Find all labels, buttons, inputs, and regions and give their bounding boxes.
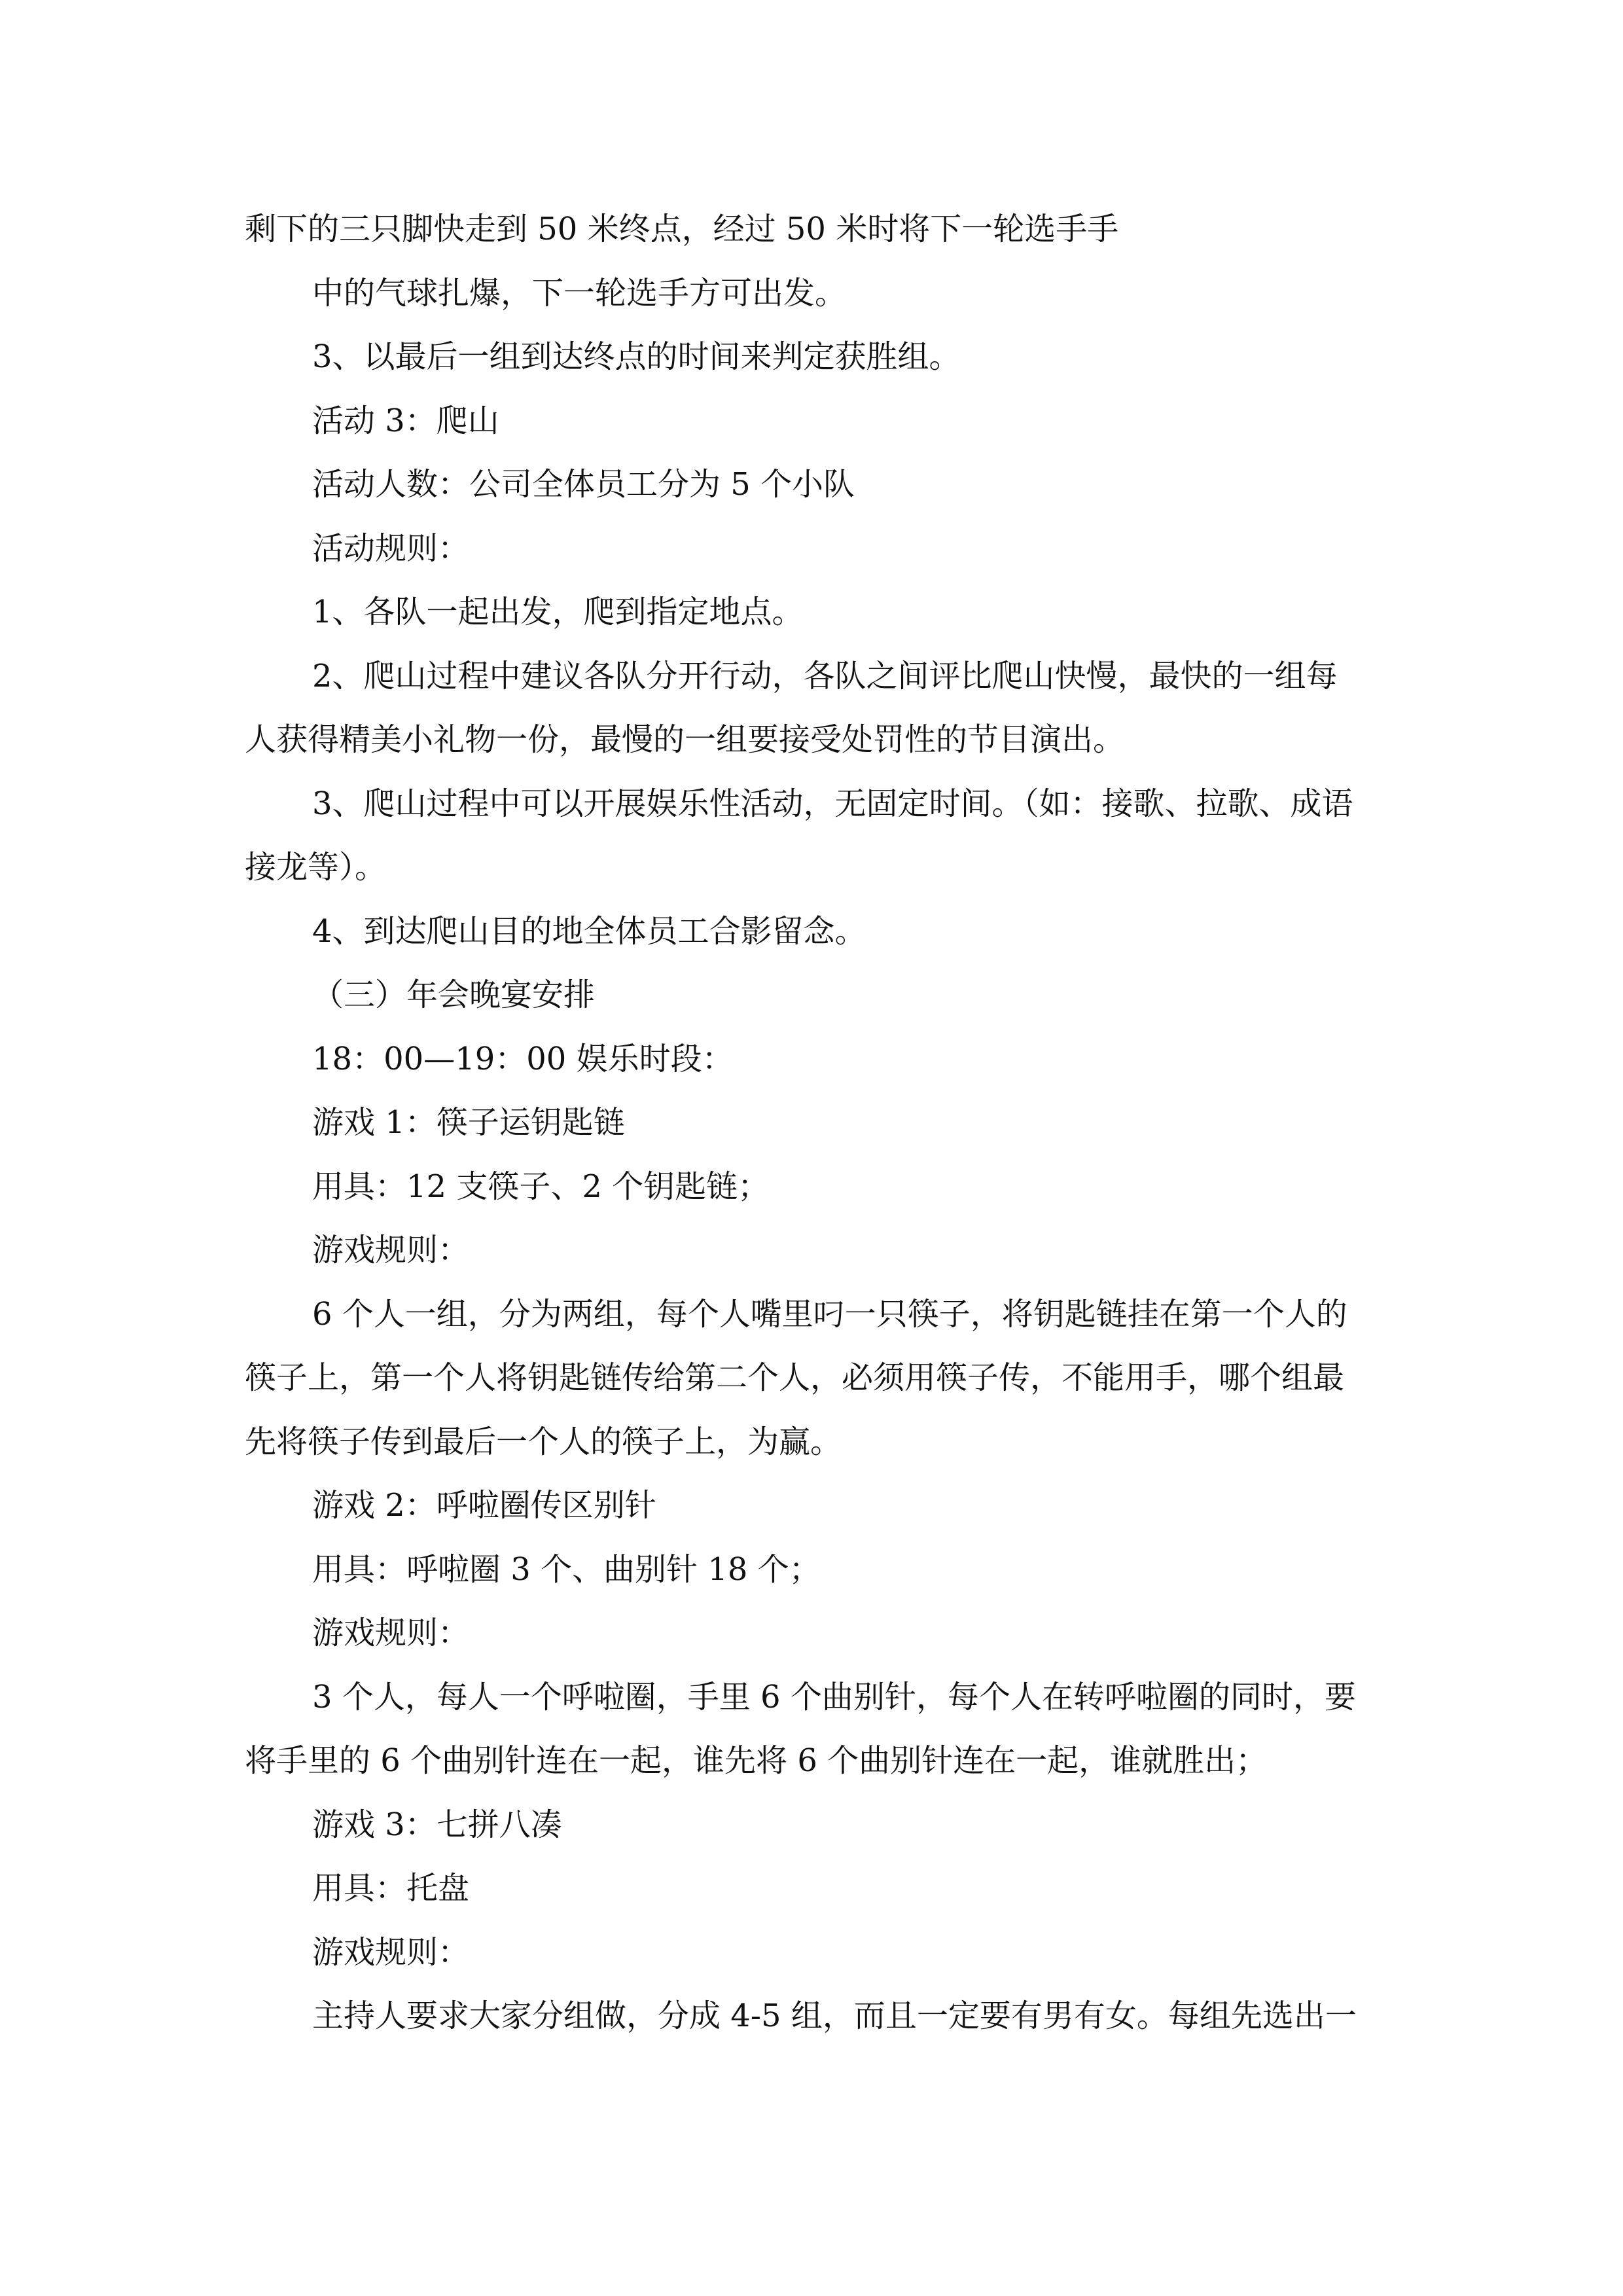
text-line: 3、以最后一组到达终点的时间来判定获胜组。 (312, 338, 961, 375)
section-heading: （三）年会晚宴安排 (312, 977, 596, 1013)
section-heading: 游戏 2：呼啦圈传区别针 (312, 1487, 656, 1524)
text-line: 用具：呼啦圈 3 个、曲别针 18 个； (312, 1551, 821, 1588)
section-heading: 游戏 1：筷子运钥匙链 (312, 1104, 625, 1141)
text-line: 6 个人一组，分为两组，每个人嘴里叼一只筷子，将钥匙链挂在第一个人的 (312, 1295, 1347, 1333)
section-heading: 活动 3：爬山 (312, 402, 499, 439)
document-body (245, 198, 1383, 2049)
text-line: 游戏规则： (312, 1232, 470, 1268)
text-line: 活动规则： (312, 529, 470, 567)
text-line: 人获得精美小礼物一份，最慢的一组要接受处罚性的节目演出。 (245, 721, 1125, 758)
text-line: 3、爬山过程中可以开展娱乐性活动，无固定时间。（如：接歌、拉歌、成语 (312, 785, 1353, 822)
text-line: 将手里的 6 个曲别针连在一起，谁先将 6 个曲别针连在一起，谁就胜出； (245, 1742, 1268, 1779)
text-line: 用具：托盘 (312, 1870, 470, 1907)
text-line: 筷子上，第一个人将钥匙链传给第二个人，必须用筷子传，不能用手，哪个组最 (245, 1359, 1345, 1396)
text-line: 中的气球扎爆，下一轮选手方可出发。 (312, 274, 847, 312)
text-line: 用具：12 支筷子、2 个钥匙链； (312, 1168, 770, 1205)
text-line: 主持人要求大家分组做，分成 4-5 组，而且一定要有男有女。每组先选出一 (312, 1998, 1357, 2034)
text-line: 先将筷子传到最后一个人的筷子上，为赢。 (245, 1423, 842, 1460)
text-line: 活动人数：公司全体员工分为 5 个小队 (312, 466, 855, 503)
text-line: 剩下的三只脚快走到 50 米终点，经过 50 米时将下一轮选手手 (245, 211, 1119, 247)
text-line: 3 个人，每人一个呼啦圈，手里 6 个曲别针，每个人在转呼啦圈的同时，要 (312, 1678, 1356, 1715)
text-line: 游戏规则： (312, 1615, 470, 1651)
text-line: 4、到达爬山目的地全体员工合影留念。 (312, 912, 866, 950)
text-line: 2、爬山过程中建议各队分开行动，各队之间评比爬山快慢，最快的一组每 (312, 657, 1338, 694)
text-line: 18：00—19：00 娱乐时段： (312, 1040, 734, 1077)
text-line: 1、各队一起出发，爬到指定地点。 (312, 594, 804, 630)
text-line: 接龙等）。 (245, 849, 387, 886)
text-line: 游戏规则： (312, 1933, 470, 1971)
section-heading: 游戏 3：七拼八凑 (312, 1806, 562, 1843)
